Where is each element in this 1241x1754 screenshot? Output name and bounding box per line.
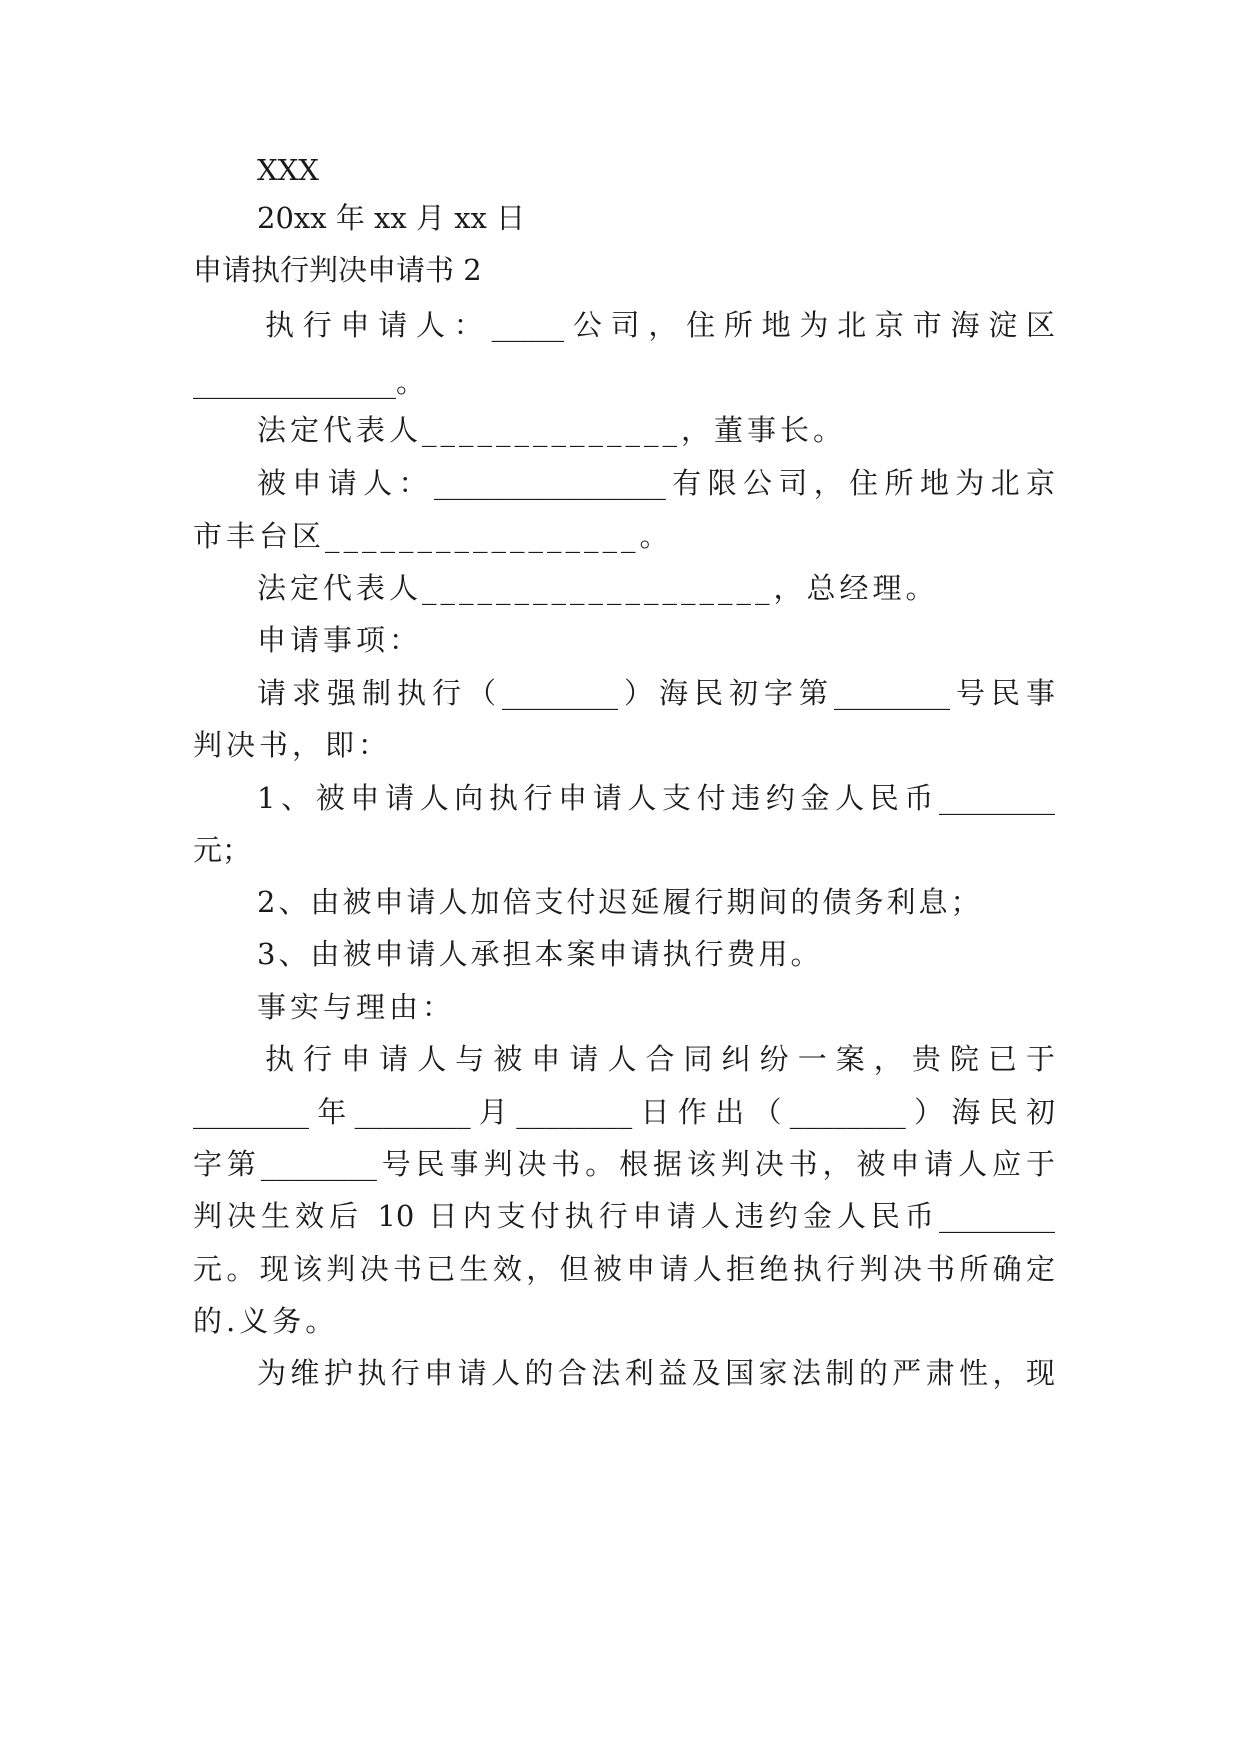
document-title: 申请执行判决申请书 2 bbox=[193, 253, 482, 287]
facts-line-5: 元。现该判决书已生效，但被申请人拒绝执行判决书所确定 bbox=[193, 1252, 1055, 1286]
applicant-representative: 法定代表人______________，董事长。 bbox=[257, 413, 847, 447]
facts-line-6: 的.义务。 bbox=[193, 1304, 339, 1338]
request-item-1-line-2: 元； bbox=[193, 833, 252, 867]
request-line-1: 请求强制执行（________）海民初字第________号民事 bbox=[257, 676, 1055, 710]
signature-date: 20xx 年 xx 月 xx 日 bbox=[257, 201, 526, 235]
respondent-representative: 法定代表人___________________，总经理。 bbox=[257, 571, 939, 605]
respondent-line-1: 被申请人：________________有限公司，住所地为北京 bbox=[257, 466, 1055, 500]
request-line-2: 判决书，即： bbox=[193, 728, 392, 762]
respondent-line-2: 市丰台区_________________。 bbox=[193, 519, 673, 553]
request-item-2: 2、由被申请人加倍支付迟延履行期间的债务利息； bbox=[257, 885, 983, 919]
applicant-line-1: 执行申请人：_____公司，住所地为北京市海淀区 bbox=[265, 308, 1055, 342]
request-item-3: 3、由被申请人承担本案申请执行费用。 bbox=[257, 937, 823, 971]
facts-line-3: 字第________号民事判决书。根据该判决书，被申请人应于 bbox=[193, 1147, 1055, 1181]
closing-line-1: 为维护执行申请人的合法利益及国家法制的严肃性，现 bbox=[257, 1356, 1055, 1390]
section-heading-facts: 事实与理由： bbox=[257, 990, 456, 1024]
facts-line-2: ________年________月________日作出（________）海民初 bbox=[193, 1095, 1055, 1129]
signature-name: XXX bbox=[257, 153, 319, 187]
applicant-line-2: ______________。 bbox=[193, 365, 426, 399]
request-item-1-line-1: 1、被申请人向执行申请人支付违约金人民币________ bbox=[257, 781, 1055, 815]
facts-line-1: 执行申请人与被申请人合同纠纷一案，贵院已于 bbox=[265, 1042, 1055, 1076]
facts-line-4: 判决生效后 10 日内支付执行申请人违约金人民币________ bbox=[193, 1199, 1055, 1233]
section-heading-requests: 申请事项： bbox=[257, 623, 423, 657]
